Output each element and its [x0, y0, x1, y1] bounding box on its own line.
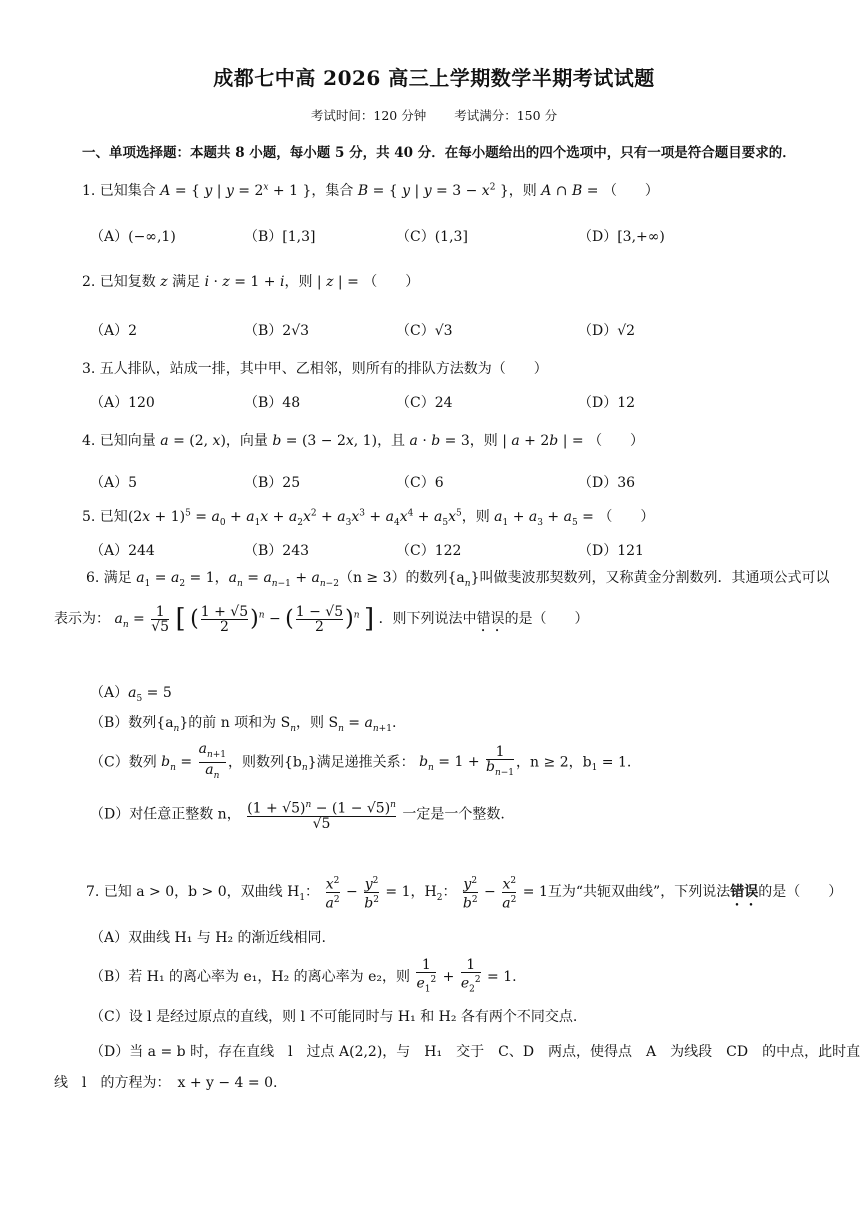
q6-option-b: （B）数列$\{a_n\}$的前 n 项和为 $S_n$，则 $S_n = a_{n+1}$.: [90, 715, 397, 734]
math-bn-recurrence: $b_n = 1$ + $\frac{1}{b_{n-1}}$: [419, 743, 515, 778]
question-7: 7. 已知 a > 0，b > 0，双曲线 $H_1$： $\frac{x^2}{a^2}$ − $\frac{y^2}{b^2}$ = 1，$H_2$： $\frac{y^2}{b^2}$ − $\frac{x^2}{a^2}$ = 1互为“共轭双曲线”，下列说法错误的是（ ）: [86, 876, 843, 912]
math-vector-norm: | a + 2b | =: [502, 433, 589, 449]
question-1: 1. 已知集合 A = { y | $y = 2^x + 1$ }，集合 B = { y | $y = 3 - x^2$ }，则 A ∩ B = （ ）: [82, 182, 659, 199]
q3-option-d: （D）12: [578, 395, 636, 411]
math-dot-product: a · b = 3: [409, 433, 470, 449]
q6-option-c: （C）数列 $b_n$ = $\frac{a_{n+1}}{a_n}$ ，则数列$\{b_n\}$满足递推关系： $b_n = 1$ + $\frac{1}{b_{n-1}}$ ，n ≥ 2，$b_1 = 1$.: [90, 741, 632, 781]
math-intersection: A ∩ B =: [541, 183, 603, 199]
q7-option-a: （A）双曲线 H₁ 与 H₂ 的渐近线相同.: [90, 930, 327, 946]
q4-option-d: （D）36: [578, 475, 636, 491]
math-a5: $a_5 = 5$: [128, 685, 172, 704]
emphasis-wrong: 错误: [730, 884, 759, 901]
q7-option-b: （B）若 H₁ 的离心率为 e₁，H₂ 的离心率为 e₂，则 $\frac{1}{e_1^2}$ + $\frac{1}{e_2^2}$ = 1.: [90, 957, 517, 995]
q5-option-b: （B）243: [244, 543, 310, 559]
math-vector-a: a = (2, x): [160, 433, 226, 449]
q3-option-a: （A）120: [90, 395, 155, 411]
q6-option-a: $(A)a_5 = 5$: [90, 685, 172, 704]
q5-option-a: （A）244: [90, 543, 155, 559]
math-coefficient-sum: $a_1 + a_3 + a_5$ =: [494, 509, 599, 528]
q5-option-c: （C）122: [396, 543, 462, 559]
section-heading: 一、单项选择题：本题共 8 小题，每小题 5 分，共 40 分．在每小题给出的四个选项中，只有一项是符合题目要求的．: [82, 145, 796, 161]
math-eccentricity-relation: $\frac{1}{e_1^2}$ + $\frac{1}{e_2^2}$ = 1.: [416, 957, 517, 995]
q7-option-c: （C）设 l 是经过原点的直线，则 l 不可能同时与 H₁ 和 H₂ 各有两个不同交点.: [90, 1009, 578, 1025]
math-modulus: | z | =: [316, 274, 364, 290]
q1-option-d: （D）[3,+∞): [578, 229, 665, 245]
page-title: 成都七中高 2026 高三上学期数学半期考试试题: [213, 66, 655, 90]
q2-option-b: （B）2√3: [244, 323, 310, 339]
math-set-b: B = { y | $y = 3 - x^2$ }: [357, 182, 509, 199]
math-initial-terms: $a_1 = a_2 = 1$: [136, 570, 215, 589]
q5-option-d: （D）121: [578, 543, 644, 559]
q4-option-c: （C）6: [396, 475, 444, 491]
q3-option-b: （B）48: [244, 395, 301, 411]
exam-info: [0, 106, 868, 124]
q1-option-b: （B）[1,3]: [244, 229, 316, 245]
math-set-a: A = { y | $y = 2^x + 1$ }: [160, 182, 312, 199]
q7-option-d-line-1: （D）当 a = b 时，存在直线 l 过点 A(2,2)，与 H₁ 交于 C、D 两点，使得点 A 为线段 CD 的中点，此时直: [90, 1044, 861, 1060]
q7-option-d-line-2: 线 l 的方程为： x + y − 4 = 0.: [54, 1075, 278, 1091]
question-6-formula-line: 表示为： $a_n$ = $\frac{1}{√5}$ [ ( $\frac{1 + √5}{2}$ )$^n$ − ( $\frac{1 - √5}{2}$ )$^n$ ] ．则下列说法中错误的是（ ）: [54, 603, 589, 635]
exam-score: 考试满分：150 分: [454, 108, 558, 123]
math-hyperbola-h2: $\frac{y^2}{b^2}$ − $\frac{x^2}{a^2}$ = 1: [462, 876, 548, 912]
q2-option-a: （A）2: [90, 323, 138, 339]
q2-option-d: （D）√2: [578, 323, 636, 339]
math-binet-formula: $a_n$ = $\frac{1}{√5}$ [ ( $\frac{1 + √5}{2}$ )$^n$ − ( $\frac{1 - √5}{2}$ )$^n$ ]: [114, 603, 375, 635]
math-recurrence: $a_n = a_{n-1} + a_{n-2}$: [228, 570, 339, 589]
math-binomial: $(2x + 1)^5 = a_0 + a_1x + a_2x^2 + a_3x^3 + a_4x^4 + a_5x^5$: [127, 508, 462, 528]
math-vector-b: b = (3 − 2x, 1): [272, 433, 378, 449]
q6-option-d: （D）对任意正整数 n， $\frac{(1 + √5)^n - (1 - √5)^n}{√5}$ 一定是一个整数.: [90, 800, 505, 832]
emphasis-wrong: 错误: [476, 611, 505, 627]
math-complex-eq: i · z = 1 + i: [204, 274, 285, 290]
math-hyperbola-h1: $\frac{x^2}{a^2}$ − $\frac{y^2}{b^2}$ = 1: [325, 876, 411, 912]
math-sum-relation: = $a_{n+1}$.: [343, 715, 397, 734]
math-bn-def: $b_n$ = $\frac{a_{n+1}}{a_n}$: [161, 741, 227, 781]
q4-option-a: （A）5: [90, 475, 138, 491]
q1-option-a: （A）(−∞,1): [90, 229, 176, 245]
q1-option-c: （C）(1,3]: [396, 229, 468, 245]
math-integer-expression: $\frac{(1 + √5)^n - (1 - √5)^n}{√5}$: [247, 800, 396, 832]
exam-time: 考试时间：120 分钟: [310, 108, 427, 123]
q2-option-c: （C）√3: [396, 323, 453, 339]
question-4: 4. 已知向量 a = (2, x)，向量 b = (3 − 2x, 1)，且 a · b = 3，则 | a + 2b | = （ ）: [82, 433, 645, 449]
q4-option-b: （B）25: [244, 475, 301, 491]
question-5: 5. 已知$(2x + 1)^5 = a_0 + a_1x + a_2x^2 + a_3x^3 + a_4x^4 + a_5x^5$，则 $a_1 + a_3 + a_5$ = （ ）: [82, 508, 655, 528]
question-6: 6. 满足 $a_1 = a_2 = 1$，$a_n = a_{n-1} + a_{n-2}(n \ge 3)$的数列$\{a_n\}$叫做斐波那契数列，又称黄金分割数列．其通项公式可以: [86, 570, 830, 589]
q3-option-c: （C）24: [396, 395, 453, 411]
question-2: 2. 已知复数 z 满足 i · z = 1 + i，则 | z | = （ ）: [82, 274, 420, 290]
question-3: 3. 五人排队，站成一排，其中甲、乙相邻，则所有的排队方法数为（ ）: [82, 361, 548, 377]
